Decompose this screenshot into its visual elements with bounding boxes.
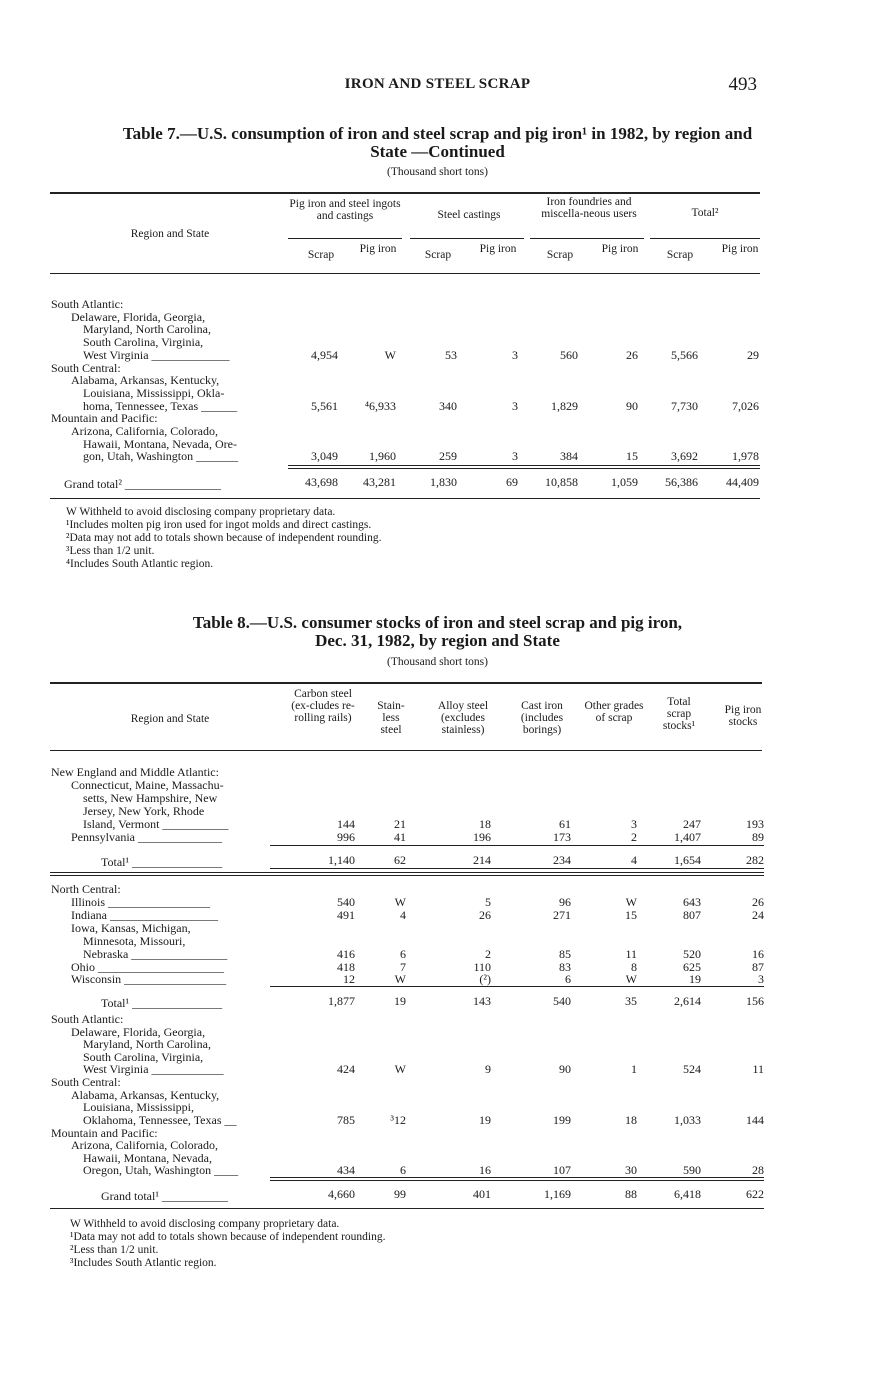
table7-grand-total-cell: 69 (506, 475, 518, 489)
table8-block3-cell: 107 (553, 1163, 571, 1177)
table7-cell: 53 (445, 348, 457, 362)
table8-block2-cell: 96 (559, 895, 571, 909)
table8-block1-cell: 247 (683, 817, 701, 831)
table7-row-label: Alabama, Arkansas, Kentucky, (71, 373, 220, 387)
table8-block1-cell: 41 (394, 830, 406, 844)
table7-row-label: South Atlantic: (51, 297, 124, 311)
table8-block2-cell: 12 (343, 972, 355, 986)
table7-row-label: Delaware, Florida, Georgia, (71, 310, 206, 324)
table7-row-label: South Carolina, Virginia, (83, 335, 204, 349)
table7-sum-rule-a (288, 465, 760, 466)
table8-block3-row-label: Hawaii, Montana, Nevada, (83, 1151, 212, 1165)
table8-block3-row-label: Oregon, Utah, Washington ____ (83, 1163, 239, 1177)
table7-subcol-header: Scrap (424, 249, 452, 261)
table7-row-label: South Central: (51, 361, 121, 375)
table8-total2-label: Total¹ _______________ (101, 996, 223, 1010)
table8-block2-cell: 807 (683, 908, 701, 922)
table7-grand-total-cell: 43,698 (305, 475, 338, 489)
table8-block3-cell: 199 (553, 1113, 571, 1127)
table7-row-label: Louisiana, Mississippi, Okla- (83, 386, 225, 400)
table8-block2-cell: 7 (400, 960, 406, 974)
table8-total2-cell: 143 (473, 994, 491, 1008)
table7-row-label: Arizona, California, Colorado, (71, 424, 218, 438)
table8-block2-row-label: North Central: (51, 882, 121, 896)
table8-total1-cell: 1,654 (674, 853, 701, 867)
table8-block3-cell: 9 (485, 1062, 491, 1076)
table8-block2-cell: W (625, 972, 637, 986)
table8-block3-cell: 144 (746, 1113, 764, 1127)
table8-footnote: ³Includes South Atlantic region. (70, 1257, 217, 1269)
table8-block3-cell: 1,033 (674, 1113, 701, 1127)
table8-column-header: Alloy steel (excludes stainless) (437, 700, 489, 736)
table7-header-region: Region and State (130, 228, 210, 240)
table8-block2-cell: 16 (752, 947, 764, 961)
table7-row-label: gon, Utah, Washington _______ (83, 449, 239, 463)
table8-sum-rule-3a (270, 1177, 764, 1178)
table7-title-line1: Table 7.—U.S. consumption of iron and steel scrap and pig iron¹ in 1982, by region and (122, 124, 753, 143)
table7-group-rule-4 (650, 238, 760, 239)
table8-block2-row-label: Wisconsin _________________ (71, 972, 227, 986)
table8-block1-row-label: setts, New Hampshire, New (83, 791, 218, 805)
table8-total2-cell: 540 (553, 994, 571, 1008)
table7-footnote: ¹Includes molten pig iron used for ingot molds and direct castings. (66, 519, 372, 531)
table8-block3-cell: 28 (752, 1163, 764, 1177)
table8-total-rule-b (50, 872, 764, 873)
table8-block1-cell: 18 (479, 817, 491, 831)
table8-block3-cell: 18 (625, 1113, 637, 1127)
table7-cell: 1,978 (732, 449, 759, 463)
table7-cell: 7,730 (671, 399, 698, 413)
table8-block3-cell: 524 (683, 1062, 701, 1076)
table8-block3-cell: 16 (479, 1163, 491, 1177)
table7-cell: 26 (626, 348, 638, 362)
table7-row-label: homa, Tennessee, Texas ______ (83, 399, 238, 413)
table8-block3-cell: 1 (631, 1062, 637, 1076)
table8-block3-row-label: Alabama, Arkansas, Kentucky, (71, 1088, 220, 1102)
table8-block1-cell: 996 (337, 830, 355, 844)
table7-group-rule-3 (530, 238, 644, 239)
table7-row-label: Maryland, North Carolina, (83, 322, 211, 336)
table8-total1-cell: 234 (553, 853, 571, 867)
table7-grand-total-cell: 1,059 (611, 475, 638, 489)
table8-bottom-rule (50, 1208, 764, 1209)
table8-block1-cell: 144 (337, 817, 355, 831)
table8-block2-cell: 26 (479, 908, 491, 922)
table8-block2-cell: 625 (683, 960, 701, 974)
table8-block2-row-label: Ohio _____________________ (71, 960, 224, 974)
table7-group-2: Steel castings (437, 209, 501, 221)
table8-grand-total-cell: 622 (746, 1187, 764, 1201)
table7-cell: 384 (560, 449, 578, 463)
table8-unit: (Thousand short tons) (387, 656, 488, 668)
table8-block2-cell: 8 (631, 960, 637, 974)
table8-total1-cell: 214 (473, 853, 491, 867)
table8-block3-row-label: West Virginia ____________ (83, 1062, 224, 1076)
table8-block2-cell: 24 (752, 908, 764, 922)
table7-subcol-header: Scrap (307, 249, 335, 261)
table8-block3-cell: 90 (559, 1062, 571, 1076)
table8-block2-cell: 2 (485, 947, 491, 961)
table8-sum-rule-2 (270, 986, 764, 987)
table7-group-rule-2 (410, 238, 524, 239)
table8-block2-row-label: Indiana __________________ (71, 908, 218, 922)
table7-cell: 3,049 (311, 449, 338, 463)
table8-block3-row-label: Delaware, Florida, Georgia, (71, 1025, 206, 1039)
table8-column-header: Other grades of scrap (584, 700, 644, 724)
table8-block2-cell: 6 (400, 947, 406, 961)
table8-grand-total-cell: 1,169 (544, 1187, 571, 1201)
table8-total2-cell: 35 (625, 994, 637, 1008)
table8-sum-rule-3b (270, 1180, 764, 1181)
table8-block3-cell: 19 (479, 1113, 491, 1127)
table7-cell: 259 (439, 449, 457, 463)
table8-block1-cell: 3 (631, 817, 637, 831)
table8-block2-row-label: Minnesota, Missouri, (83, 934, 186, 948)
page-number: 493 (728, 74, 757, 95)
table7-footnote: ³Less than 1/2 unit. (66, 545, 155, 557)
table7-unit: (Thousand short tons) (387, 166, 488, 178)
table8-block3-row-label: Oklahoma, Tennessee, Texas __ (83, 1113, 237, 1127)
table7-sum-rule-b (288, 468, 760, 469)
table8-block2-cell: W (394, 972, 406, 986)
table8-total1-label: Total¹ _______________ (101, 855, 223, 869)
table7-group-4: Total² (691, 207, 719, 219)
table8-total2-cell: 156 (746, 994, 764, 1008)
table8-total1-cell: 282 (746, 853, 764, 867)
table8-block2-cell: 110 (473, 960, 491, 974)
table7-cell: 7,026 (732, 399, 759, 413)
table8-block3-row-label: Maryland, North Carolina, (83, 1037, 211, 1051)
table7-row-label: West Virginia _____________ (83, 348, 230, 362)
table7-subcol-header: Pig iron (359, 243, 397, 255)
table8-column-header: Carbon steel (ex-cludes re-rolling rails) (291, 688, 355, 724)
table8-block2-cell: W (394, 895, 406, 909)
table8-grand-total-cell: 88 (625, 1187, 637, 1201)
table8-block3-cell: 434 (337, 1163, 355, 1177)
table8-total-rule-c (50, 875, 764, 876)
table7-cell: 3 (512, 449, 518, 463)
table8-block3-cell: 6 (400, 1163, 406, 1177)
running-header: IRON AND STEEL SCRAP (344, 76, 531, 92)
table8-total2-cell: 19 (394, 994, 406, 1008)
table8-column-header: Cast iron (includes borings) (520, 700, 564, 736)
table7-cell: W (384, 348, 396, 362)
table8-block1-cell: 2 (631, 830, 637, 844)
table8-block1-row-label: Connecticut, Maine, Massachu- (71, 778, 224, 792)
table7-group-1: Pig iron and steel ingots and castings (289, 198, 401, 222)
table8-title-line2: Dec. 31, 1982, by region and State (315, 631, 560, 650)
table7-cell: 1,960 (369, 449, 396, 463)
table8-block2-cell: 418 (337, 960, 355, 974)
table8-top-rule (50, 682, 762, 684)
table7-title-line2: State —Continued (370, 142, 505, 161)
table8-block3-row-label: Arizona, California, Colorado, (71, 1138, 218, 1152)
table8-block3-row-label: Louisiana, Mississippi, (83, 1100, 195, 1114)
table8-block1-cell: 193 (746, 817, 764, 831)
table8-block2-cell: 87 (752, 960, 764, 974)
table8-block2-cell: 26 (752, 895, 764, 909)
table7-cell: 15 (626, 449, 638, 463)
table8-total1-cell: 4 (631, 853, 637, 867)
table8-block2-cell: 643 (683, 895, 701, 909)
table8-block3-cell: 590 (683, 1163, 701, 1177)
table8-total1-cell: 62 (394, 853, 406, 867)
table7-cell: 5,561 (311, 399, 338, 413)
table8-block3-row-label: South Atlantic: (51, 1012, 124, 1026)
table8-block1-row-label: Pennsylvania ______________ (71, 830, 222, 844)
table8-block3-cell: 30 (625, 1163, 637, 1177)
table8-block2-cell: 19 (689, 972, 701, 986)
table7-cell: 560 (560, 348, 578, 362)
table8-total1-cell: 1,140 (328, 853, 355, 867)
table7-header-rule (50, 273, 760, 274)
table7-cell: 3 (512, 348, 518, 362)
table8-block2-cell: 6 (565, 972, 571, 986)
table7-cell: ⁴6,933 (364, 399, 396, 413)
table8-block3-row-label: South Central: (51, 1075, 121, 1089)
table8-block1-cell: 89 (752, 830, 764, 844)
table8-footnote: ¹Data may not add to totals shown because of independent rounding. (70, 1231, 386, 1243)
table8-block1-cell: 61 (559, 817, 571, 831)
table8-block2-cell: 15 (625, 908, 637, 922)
table7-group-3: Iron foundries and miscella-neous users (541, 196, 637, 220)
table8-block1-row-label: Jersey, New York, Rhode (83, 804, 205, 818)
table7-grand-total-cell: 43,281 (363, 475, 396, 489)
table8-block2-cell: 416 (337, 947, 355, 961)
table7-grand-total-cell: 1,830 (430, 475, 457, 489)
table8-sum-rule (270, 845, 764, 846)
table7-cell: 90 (626, 399, 638, 413)
table7-grand-total-label: Grand total² ________________ (64, 477, 221, 491)
table8-grand-total-cell: 6,418 (674, 1187, 701, 1201)
table8-block2-cell: 85 (559, 947, 571, 961)
table7-subcol-header: Pig iron (721, 243, 759, 255)
table8-block1-cell: 196 (473, 830, 491, 844)
table8-grand-total-label: Grand total¹ ___________ (101, 1189, 228, 1203)
table7-grand-total-cell: 44,409 (726, 475, 759, 489)
table7-cell: 5,566 (671, 348, 698, 362)
table8-total2-cell: 1,877 (328, 994, 355, 1008)
table8-block2-cell: 4 (400, 908, 406, 922)
table7-cell: 4,954 (311, 348, 338, 362)
table7-subcol-header: Pig iron (601, 243, 639, 255)
table8-footnote: W Withheld to avoid disclosing company proprietary data. (70, 1218, 340, 1230)
table8-block1-row-label: New England and Middle Atlantic: (51, 765, 219, 779)
table8-block3-cell: 11 (752, 1062, 764, 1076)
table8-block1-row-label: Island, Vermont ___________ (83, 817, 229, 831)
table8-block2-cell: 540 (337, 895, 355, 909)
table8-block2-cell: 491 (337, 908, 355, 922)
table7-footnote: W Withheld to avoid disclosing company proprietary data. (66, 506, 336, 518)
table8-block3-cell: 424 (337, 1062, 355, 1076)
table8-block2-cell: 3 (758, 972, 764, 986)
table7-footnote: ⁴Includes South Atlantic region. (66, 558, 214, 570)
table8-block2-row-label: Illinois _________________ (71, 895, 211, 909)
table8-block2-cell: 5 (485, 895, 491, 909)
table8-header-rule (50, 750, 762, 751)
table8-block1-cell: 173 (553, 830, 571, 844)
table8-column-header: Stain-less steel (377, 700, 405, 736)
table8-column-header: Total scrap stocks¹ (662, 696, 696, 732)
table8-block2-row-label: Iowa, Kansas, Michigan, (71, 921, 191, 935)
table7-grand-total-cell: 10,858 (545, 475, 578, 489)
table8-total2-cell: 2,614 (674, 994, 701, 1008)
table8-block1-cell: 1,407 (674, 830, 701, 844)
table8-block3-cell: W (394, 1062, 406, 1076)
table7-cell: 3,692 (671, 449, 698, 463)
table7-row-label: Hawaii, Montana, Nevada, Ore- (83, 437, 237, 451)
table8-grand-total-cell: 99 (394, 1187, 406, 1201)
table7-footnote: ²Data may not add to totals shown because of independent rounding. (66, 532, 382, 544)
table8-header-region: Region and State (130, 713, 210, 725)
table8-grand-total-cell: 4,660 (328, 1187, 355, 1201)
table7-grand-total-cell: 56,386 (665, 475, 698, 489)
table7-cell: 29 (747, 348, 759, 362)
table8-block2-cell: 271 (553, 908, 571, 922)
table8-block2-row-label: Nebraska ________________ (83, 947, 228, 961)
table8-block2-cell: 520 (683, 947, 701, 961)
table7-group-rule-1 (288, 238, 402, 239)
table8-grand-total-cell: 401 (473, 1187, 491, 1201)
table7-cell: 340 (439, 399, 457, 413)
table8-block3-row-label: Mountain and Pacific: (51, 1126, 158, 1140)
table8-block1-cell: 21 (394, 817, 406, 831)
table8-block2-cell: W (625, 895, 637, 909)
table8-block2-cell: (²) (479, 972, 491, 986)
table8-block2-cell: 11 (625, 947, 637, 961)
table7-subcol-header: Scrap (666, 249, 694, 261)
table7-cell: 1,829 (551, 399, 578, 413)
table8-block2-cell: 83 (559, 960, 571, 974)
table8-total-rule-a (270, 868, 764, 869)
table7-cell: 3 (512, 399, 518, 413)
table8-footnote: ²Less than 1/2 unit. (70, 1244, 159, 1256)
table7-subcol-header: Scrap (546, 249, 574, 261)
table7-bottom-rule (50, 498, 760, 499)
table7-subcol-header: Pig iron (479, 243, 517, 255)
table8-block3-cell: 785 (337, 1113, 355, 1127)
table8-block3-row-label: South Carolina, Virginia, (83, 1050, 204, 1064)
table7-top-rule (50, 192, 760, 194)
table7-row-label: Mountain and Pacific: (51, 411, 158, 425)
table8-column-header: Pig iron stocks (724, 704, 762, 728)
table8-title-line1: Table 8.—U.S. consumer stocks of iron and steel scrap and pig iron, (192, 613, 683, 632)
table8-block3-cell: ³12 (390, 1113, 406, 1127)
